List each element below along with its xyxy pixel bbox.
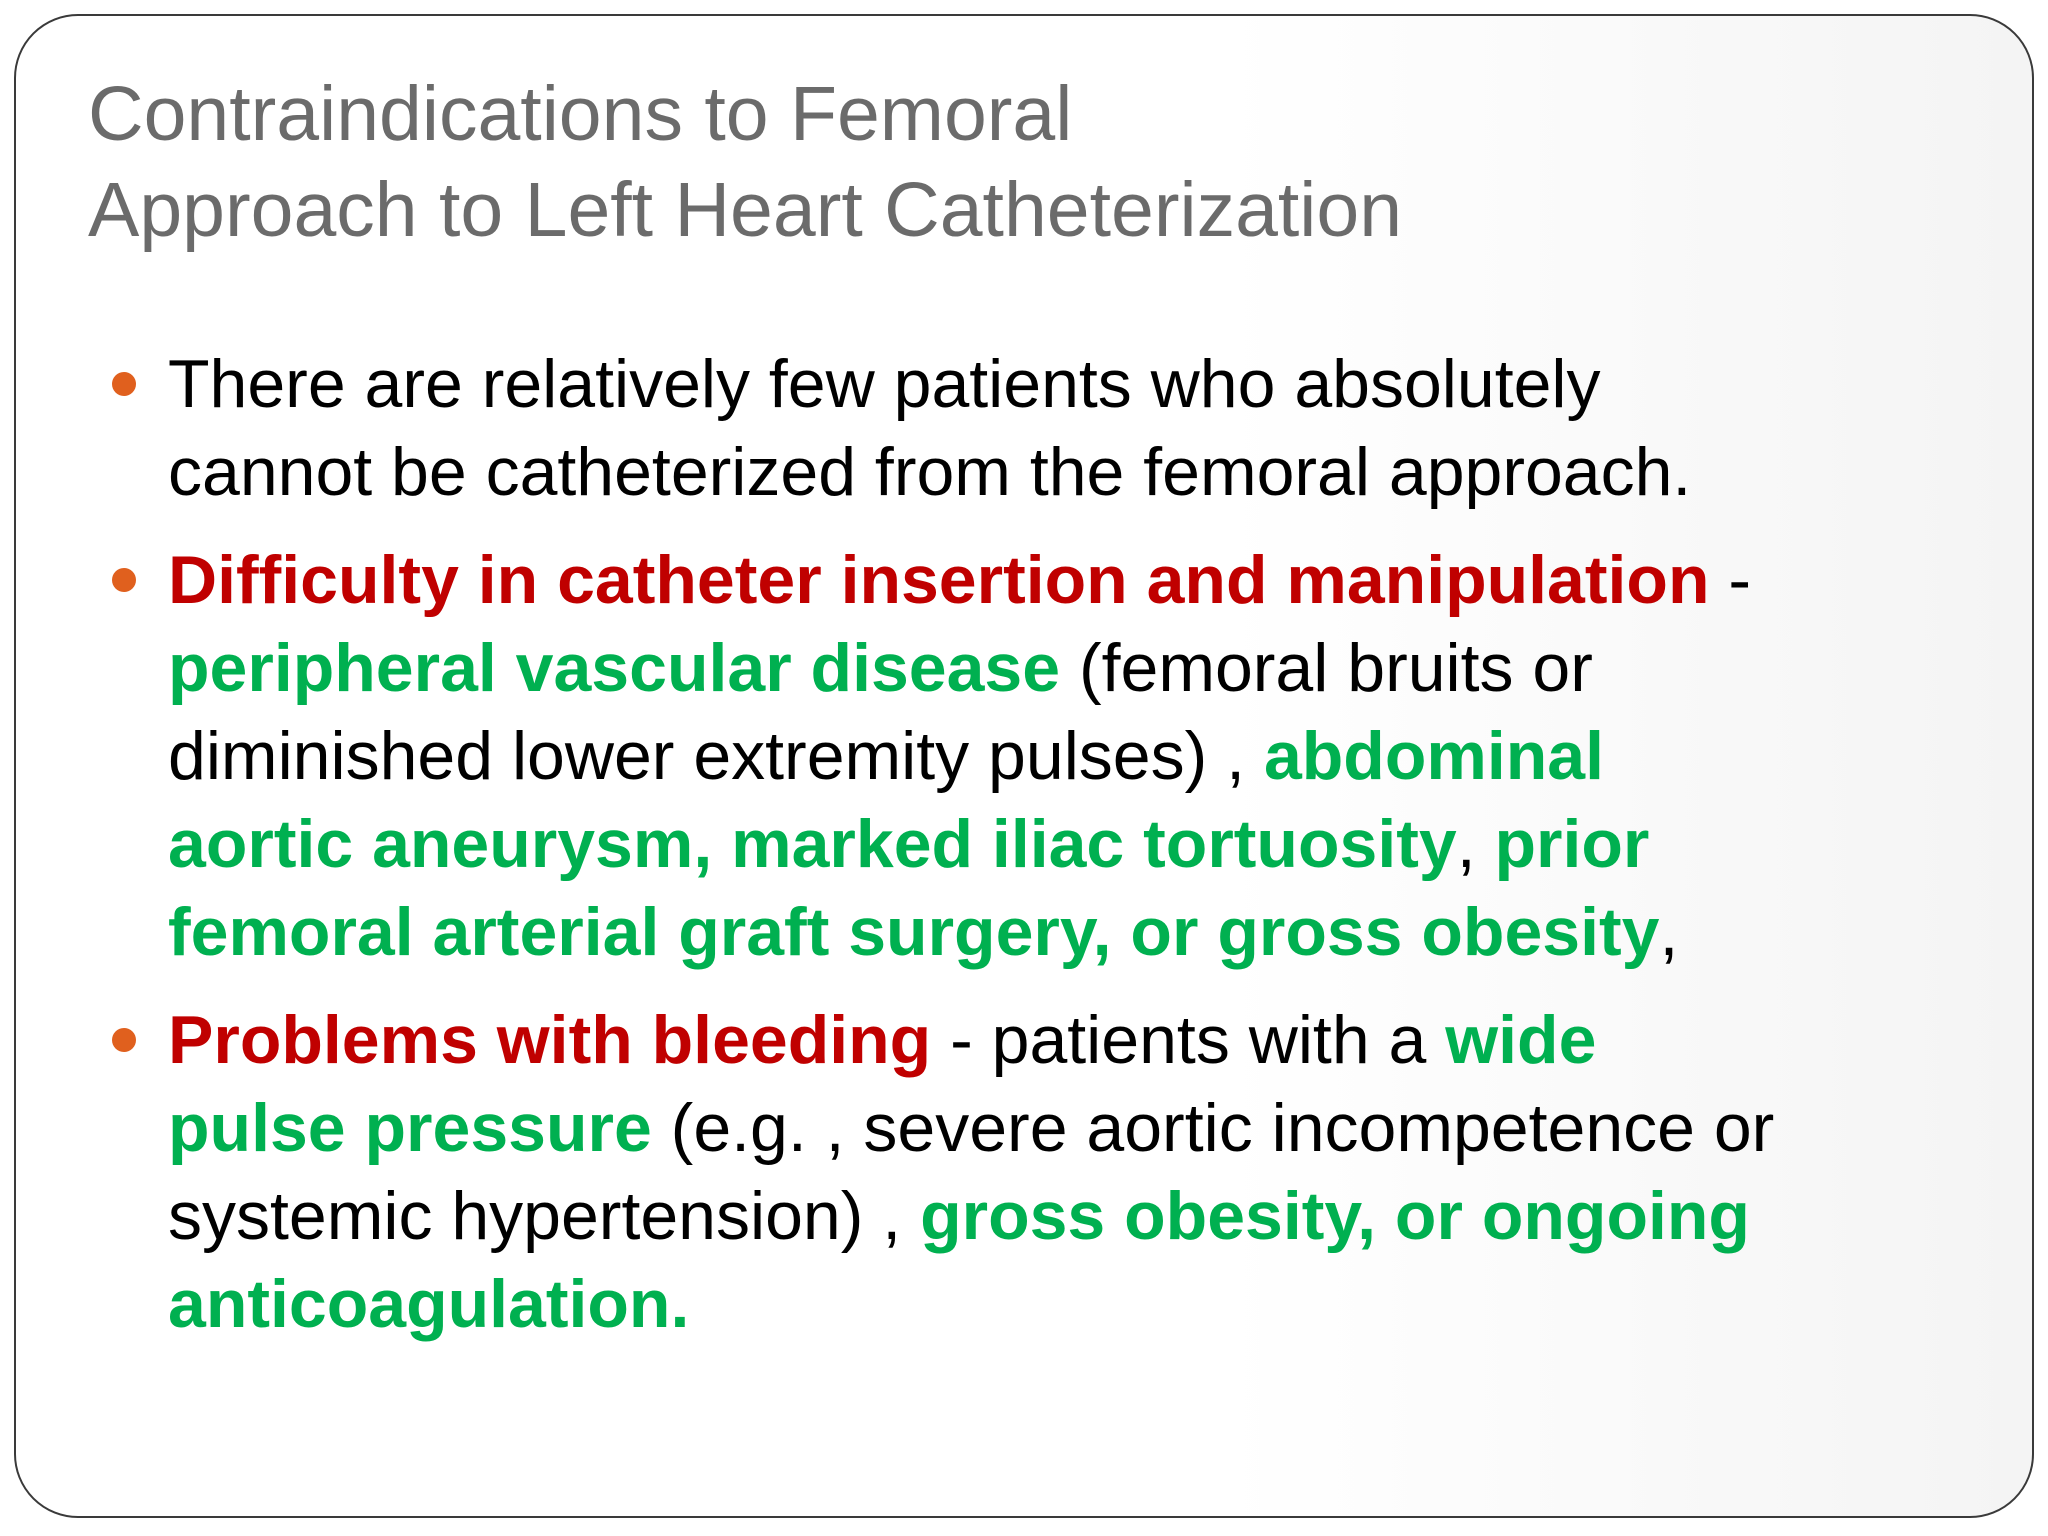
title-line-1: Contraindications to Femoral <box>88 71 1073 157</box>
bullet-heading-text: Difficulty in catheter insertion and manipulation <box>168 542 1710 618</box>
bullet-line <box>168 1172 1928 1260</box>
bullet-line <box>168 340 1928 428</box>
bullet-point-icon <box>112 372 136 396</box>
body-text: - <box>1709 542 1752 618</box>
body-text: (femoral bruits or <box>1060 630 1593 706</box>
bullet-list <box>168 340 1928 1368</box>
title-line-2: Approach to Left Heart Catheterization <box>88 167 1403 253</box>
highlight-text: abdominal <box>1263 718 1604 794</box>
highlight-text: prior <box>1494 806 1650 882</box>
bullet-line <box>168 800 1928 888</box>
highlight-text: pulse pressure <box>168 1090 652 1166</box>
body-text: (e.g. , severe aortic incompetence or <box>651 1090 1775 1166</box>
bullet-item <box>168 536 1928 976</box>
bullet-line <box>168 624 1928 712</box>
highlight-text: anticoagulation. <box>168 1266 690 1342</box>
bullet-item <box>168 340 1928 516</box>
bullet-point-icon <box>112 568 136 592</box>
highlight-text: peripheral vascular disease <box>168 630 1061 706</box>
body-text: diminished lower extremity pulses) , <box>168 718 1264 794</box>
bullet-line <box>168 1260 1928 1348</box>
highlight-text: wide <box>1445 1002 1597 1078</box>
highlight-text: aortic aneurysm, marked iliac tortuosity <box>168 806 1457 882</box>
body-text: , <box>1456 806 1495 882</box>
bullet-heading-text: Problems with bleeding <box>168 1002 932 1078</box>
highlight-text: femoral arterial graft surgery, or gross obesity <box>168 894 1660 970</box>
body-text: cannot be catheterized from the femoral approach. <box>168 434 1692 510</box>
body-text: , <box>1659 894 1679 970</box>
bullet-point-icon <box>112 1028 136 1052</box>
bullet-line <box>168 888 1928 976</box>
highlight-text: gross obesity, or ongoing <box>920 1178 1750 1254</box>
bullet-item <box>168 996 1928 1348</box>
bullet-line <box>168 428 1928 516</box>
body-text: - patients with a <box>931 1002 1446 1078</box>
bullet-line <box>168 1084 1928 1172</box>
bullet-line <box>168 536 1928 624</box>
body-text: There are relatively few patients who absolutely <box>168 346 1601 422</box>
body-text: systemic hypertension) , <box>168 1178 921 1254</box>
bullet-line <box>168 996 1928 1084</box>
bullet-line <box>168 712 1928 800</box>
slide-title <box>88 66 1402 258</box>
